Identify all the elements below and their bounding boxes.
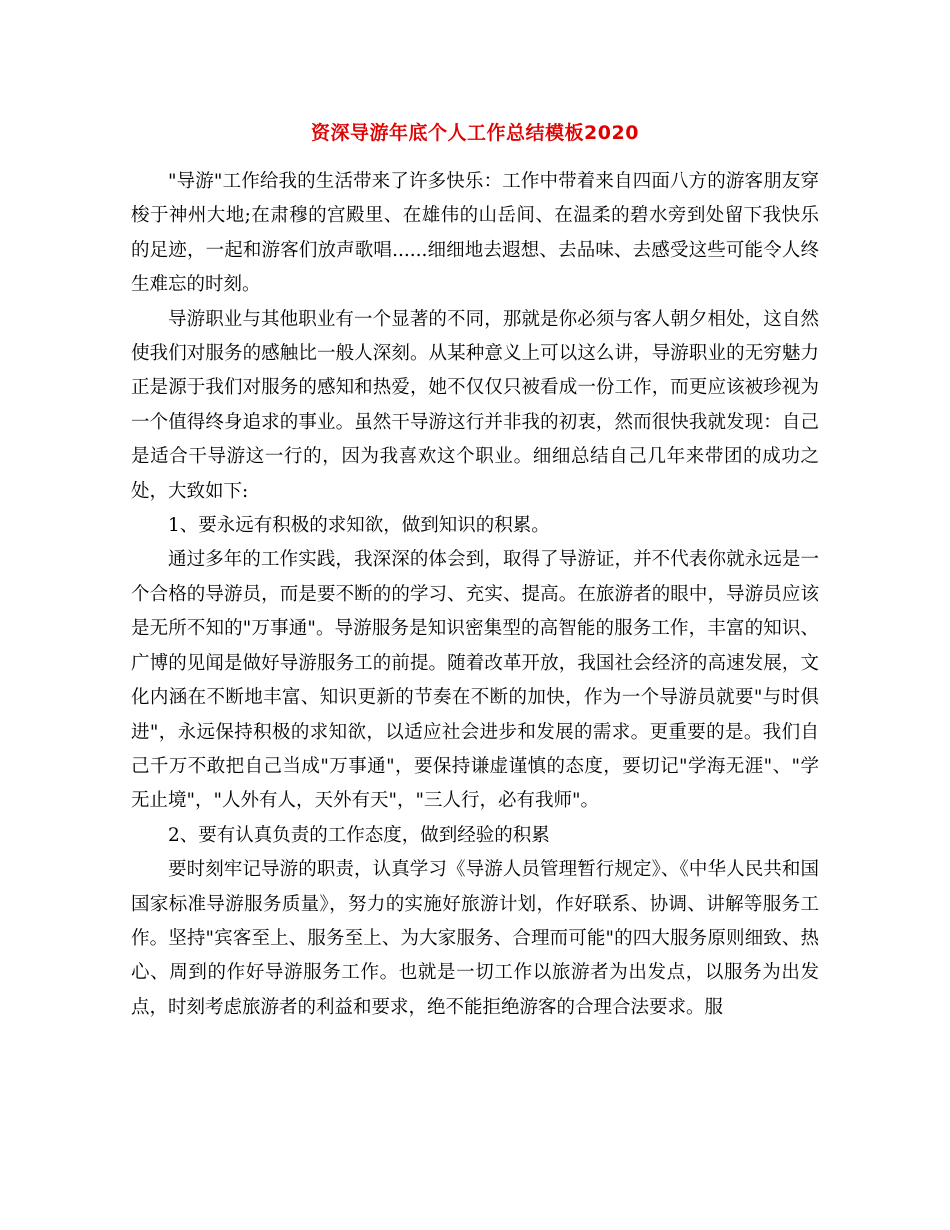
paragraph-responsibility: 要时刻牢记导游的职责，认真学习《导游人员管理暂行规定》、《中华人民共和国国家标准导游服务质量》，努力的实施好旅游计划，作好联系、协调、讲解等服务工作。坚持"宾客至上、服务至上、为大家服务、合理而可能"的四大服务原则细致、热心、周到的作好导游服务工作。也就是一切工作以旅游者为出发点，以服务为出发点，时刻考虑旅游者的利益和要求，绝不能拒绝游客的合理合法要求。服: [131, 859, 819, 1018]
document-body: [131, 165, 819, 1025]
paragraph-heading-1: 1、要永远有积极的求知欲，做到知识的积累。: [168, 515, 550, 537]
paragraph-knowledge: 通过多年的工作实践，我深深的体会到，取得了导游证，并不代表你就永远是一个合格的导游员，而是要不断的的学习、充实、提高。在旅游者的眼中，导游员应该是无所不知的"万事通"。导游服务是知识密集型的高智能的服务工作，丰富的知识、广博的见闻是做好导游服务工的前提。随着改革开放，我国社会经济的高速发展，文化内涵在不断地丰富、知识更新的节奏在不断的加快，作为一个导游员就要"与时俱进"，永远保持积极的求知欲，以适应社会进步和发展的需求。更重要的是。我们自己千万不敢把自己当成"万事通"，要保持谦虚谨慎的态度，要切记"学海无涯"、"学无止境"，"人外有人，天外有天"，"三人行，必有我师"。: [131, 549, 819, 812]
paragraph-heading-2: 2、要有认真负责的工作态度，做到经验的积累: [168, 824, 550, 846]
paragraph-intro: "导游"工作给我的生活带来了许多快乐：工作中带着来自四面八方的游客朋友穿梭于神州大地;在肃穆的宫殿里、在雄伟的山岳间、在温柔的碧水旁到处留下我快乐的足迹，一起和游客们放声歌唱......细细地去遐想、去品味、去感受这些可能令人终生难忘的时刻。: [131, 171, 819, 296]
paragraph-career: 导游职业与其他职业有一个显著的不同，那就是你必须与客人朝夕相处，这自然使我们对服务的感触比一般人深刻。从某种意义上可以这么讲，导游职业的无穷魅力正是源于我们对服务的感知和热爱，她不仅仅只被看成一份工作，而更应该被珍视为一个值得终身追求的事业。虽然干导游这行并非我的初衷，然而很快我就发现：自己是适合干导游这一行的，因为我喜欢这个职业。细细总结自己几年来带团的成功之处，大致如下:: [131, 308, 819, 502]
document-title: 资深导游年底个人工作总结模板2020: [311, 122, 639, 144]
